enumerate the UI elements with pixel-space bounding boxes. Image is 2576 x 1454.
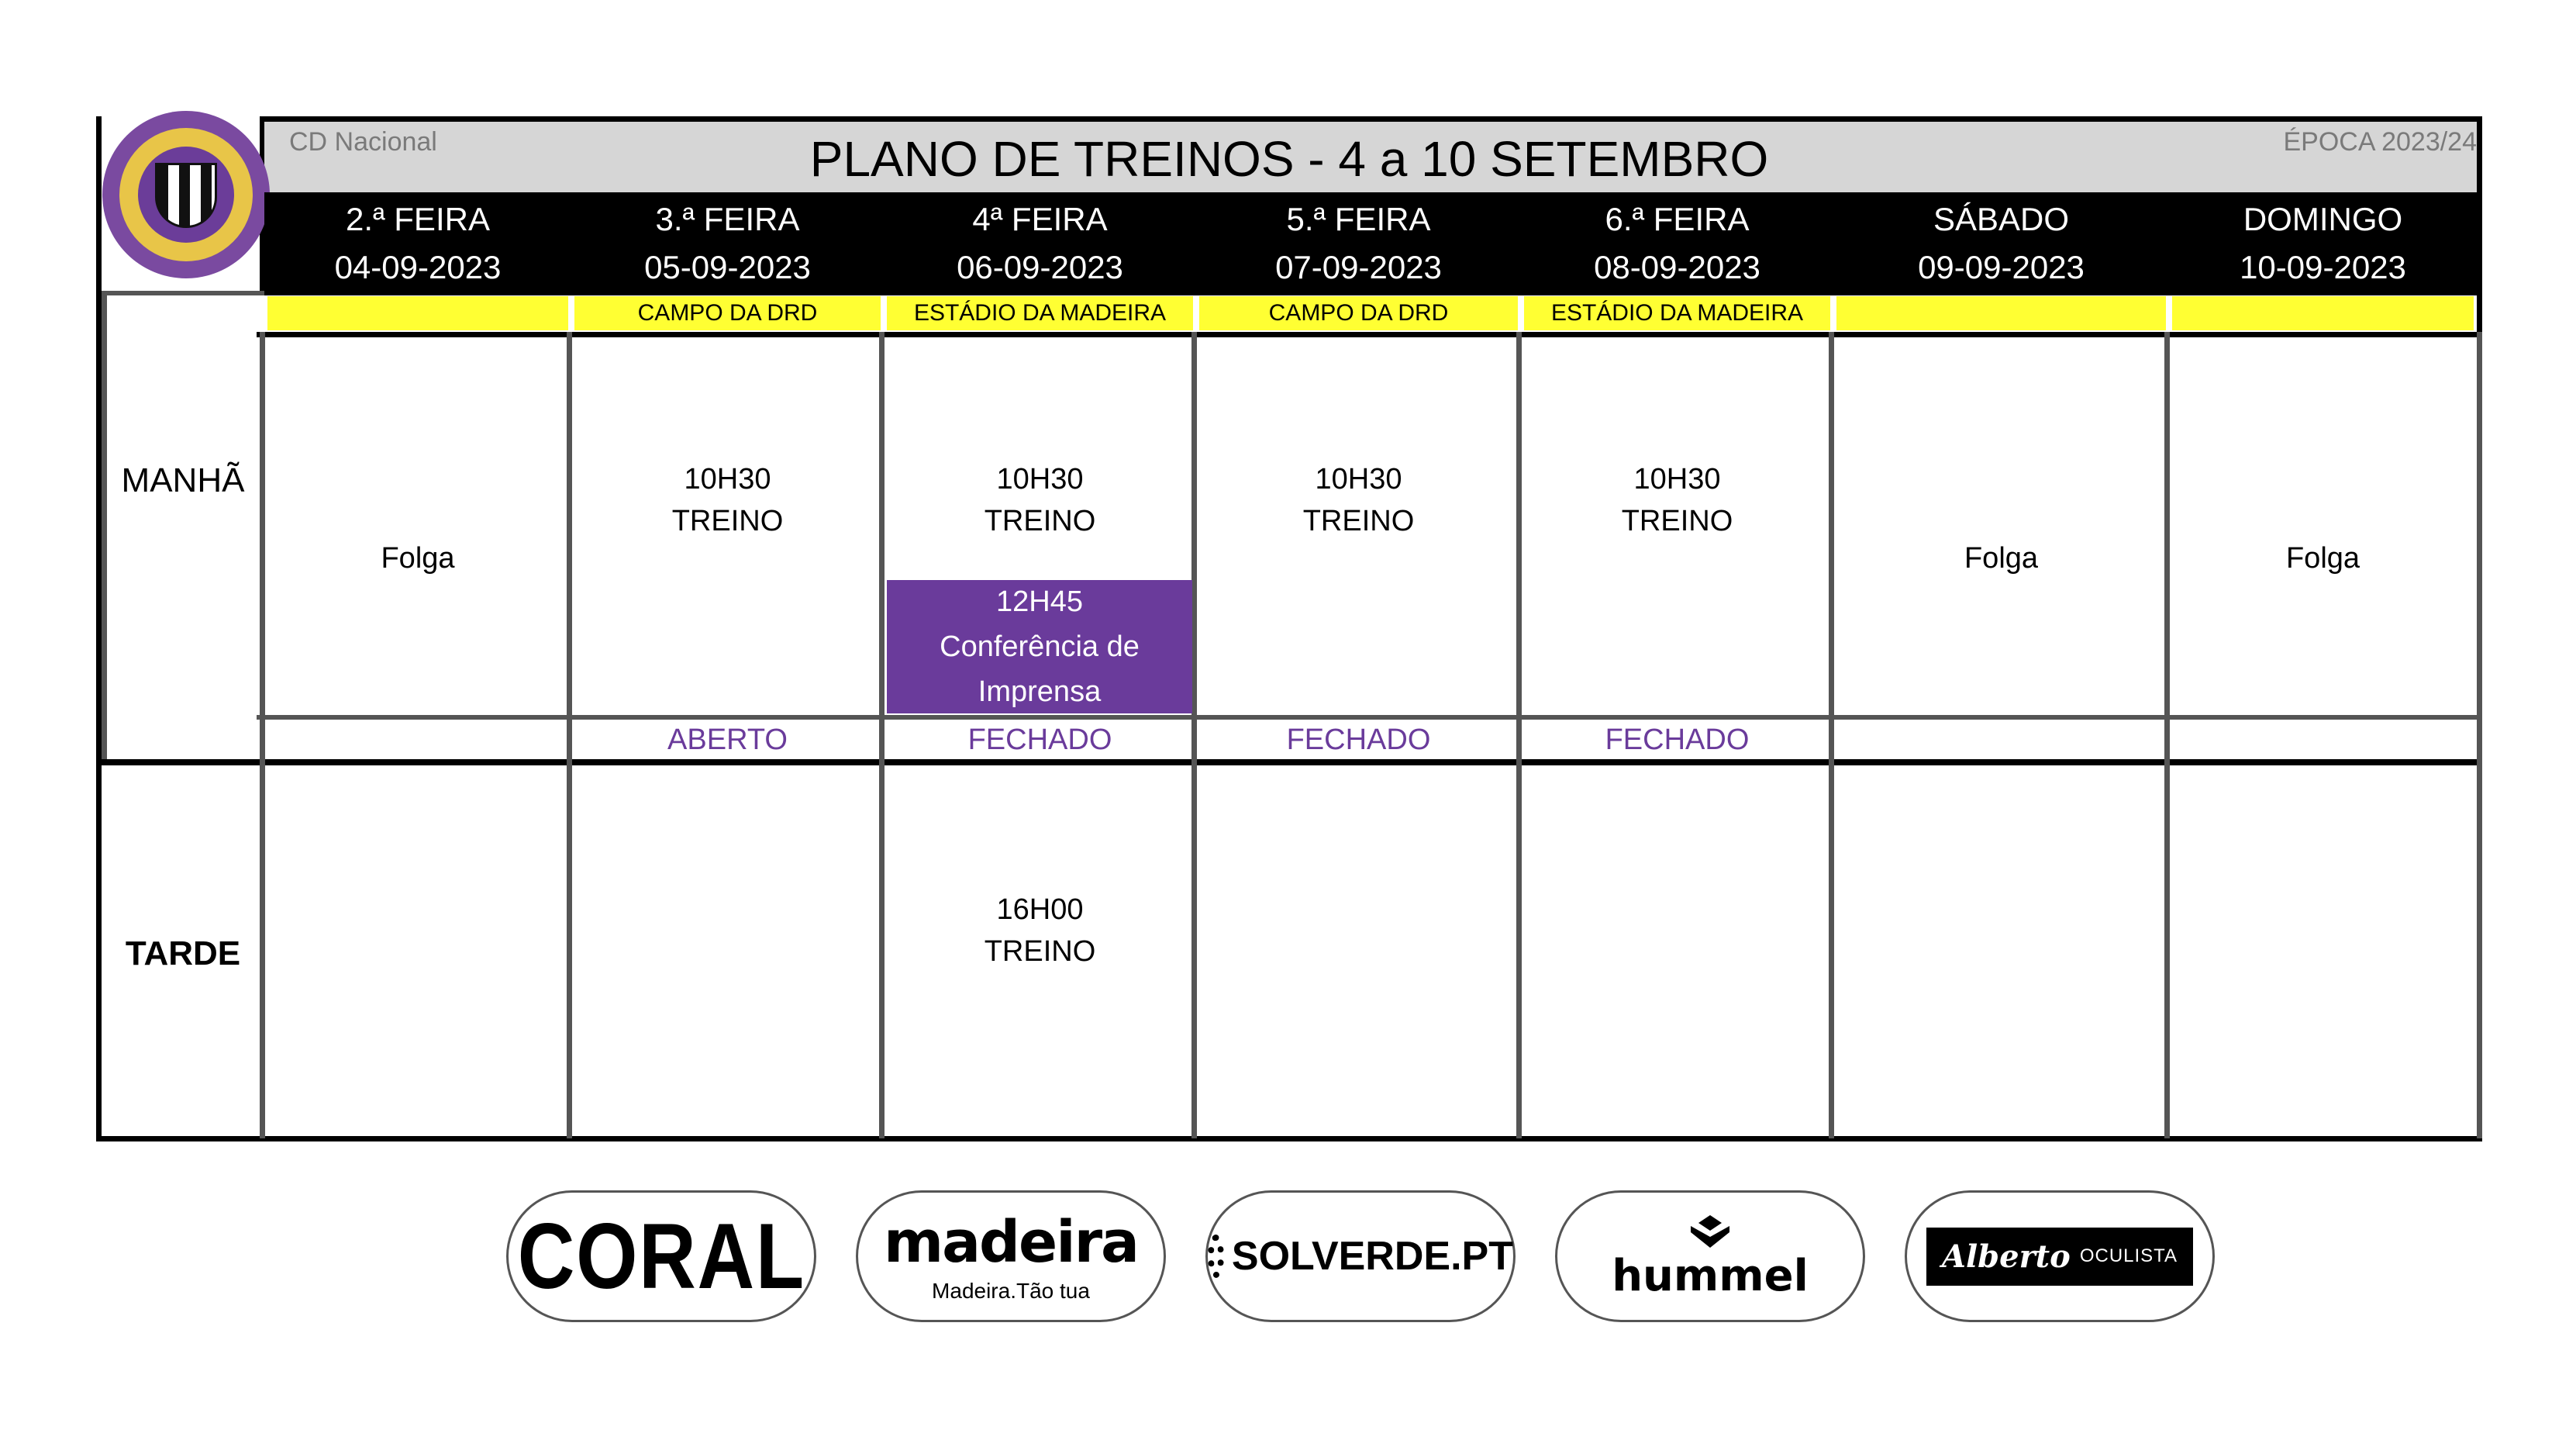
day-date: 05-09-2023 (644, 249, 811, 285)
day-header (264, 195, 571, 292)
morning-activity: TREINO (1302, 505, 1415, 537)
venue-label (267, 296, 568, 330)
sponsor-solverde (1205, 1190, 1516, 1322)
morning-time: 10H30 (1633, 463, 1721, 496)
left-divider (102, 291, 107, 764)
venue-label (2172, 296, 2474, 330)
morning-activity: TREINO (1621, 505, 1733, 537)
morning-activity: TREINO (671, 505, 784, 537)
day-header (1196, 195, 1521, 292)
day-date: 06-09-2023 (957, 249, 1123, 285)
morning-session (571, 458, 884, 543)
day-date: 07-09-2023 (1275, 249, 1442, 285)
press-conference-line1: Conferência de (940, 630, 1140, 663)
alberto-logo-subtext: OCULISTA (2079, 1245, 2178, 1266)
day-name: 6.ª FEIRA (1605, 201, 1750, 237)
session-status: FECHADO (1286, 723, 1431, 756)
madeira-tagline: Madeira.Tão tua (932, 1279, 1090, 1303)
morning-session (1196, 458, 1521, 543)
sponsor-coral (506, 1190, 816, 1322)
session-status (1833, 720, 2169, 760)
morning-session (1521, 458, 1833, 543)
press-conference-block (887, 580, 1192, 713)
day-name: 3.ª FEIRA (655, 201, 800, 237)
session-status (264, 720, 571, 760)
hummel-logo-text: hummel (1612, 1250, 1809, 1301)
afternoon-activity: TREINO (984, 935, 1096, 968)
session-status (2169, 720, 2477, 760)
alberto-logo (1926, 1228, 2193, 1286)
period-morning: MANHÃ (121, 461, 245, 499)
session-status: FECHADO (967, 723, 1112, 756)
morning-rest-day: Folga (2285, 542, 2360, 575)
day-header (2169, 195, 2477, 292)
coral-logo-text: CORAL (517, 1204, 805, 1308)
day-header (1521, 195, 1833, 292)
venue-row-line (257, 332, 2482, 337)
day-name: 5.ª FEIRA (1286, 201, 1431, 237)
hummel-bee-icon (1683, 1212, 1737, 1251)
day-name: DOMINGO (2243, 201, 2403, 237)
day-date: 08-09-2023 (1594, 249, 1760, 285)
venue-label: ESTÁDIO DA MADEIRA (887, 296, 1193, 330)
left-header-line (102, 291, 264, 295)
day-name: SÁBADO (1933, 201, 2070, 237)
morning-time: 10H30 (1315, 463, 1402, 496)
morning-rest-day: Folga (1964, 542, 2039, 575)
day-name: 2.ª FEIRA (346, 201, 490, 237)
morning-session (884, 458, 1196, 543)
solverde-logo-text: SOLVERDE.PT (1231, 1234, 1513, 1279)
venue-label: CAMPO DA DRD (574, 296, 881, 330)
sponsor-hummel (1555, 1190, 1865, 1322)
club-name: CD Nacional (289, 127, 437, 157)
period-afternoon: TARDE (125, 934, 241, 972)
day-header (571, 195, 884, 292)
day-header (884, 195, 1196, 292)
column-divider (2477, 332, 2482, 1138)
solverde-sun-icon (1208, 1235, 1224, 1278)
session-status: ABERTO (667, 723, 788, 756)
press-conference-time: 12H45 (996, 585, 1083, 618)
morning-afternoon-divider (96, 759, 2482, 765)
morning-time: 10H30 (684, 463, 771, 496)
page-title: PLANO DE TREINOS - 4 a 10 SETEMBRO (809, 131, 1769, 187)
venue-label: CAMPO DA DRD (1199, 296, 1518, 330)
afternoon-time: 16H00 (996, 893, 1084, 926)
press-conference-line2: Imprensa (978, 675, 1102, 708)
sponsor-madeira (856, 1190, 1166, 1322)
madeira-logo-text: madeira (884, 1209, 1138, 1276)
morning-rest-day: Folga (381, 542, 455, 575)
day-name: 4ª FEIRA (972, 201, 1108, 237)
morning-time: 10H30 (996, 463, 1084, 496)
club-crest-shield-icon (155, 163, 217, 228)
venue-label: ESTÁDIO DA MADEIRA (1524, 296, 1830, 330)
morning-activity: TREINO (984, 505, 1096, 537)
alberto-logo-text: Alberto (1941, 1238, 2071, 1275)
sponsor-alberto (1905, 1190, 2215, 1322)
day-date: 04-09-2023 (334, 249, 502, 285)
day-header (1833, 195, 2169, 292)
day-date: 09-09-2023 (1918, 249, 2085, 285)
afternoon-session (884, 888, 1196, 973)
session-status: FECHADO (1605, 723, 1750, 756)
season-label: ÉPOCA 2023/24 (2283, 127, 2477, 157)
day-date: 10-09-2023 (2240, 249, 2406, 285)
venue-label (1836, 296, 2166, 330)
